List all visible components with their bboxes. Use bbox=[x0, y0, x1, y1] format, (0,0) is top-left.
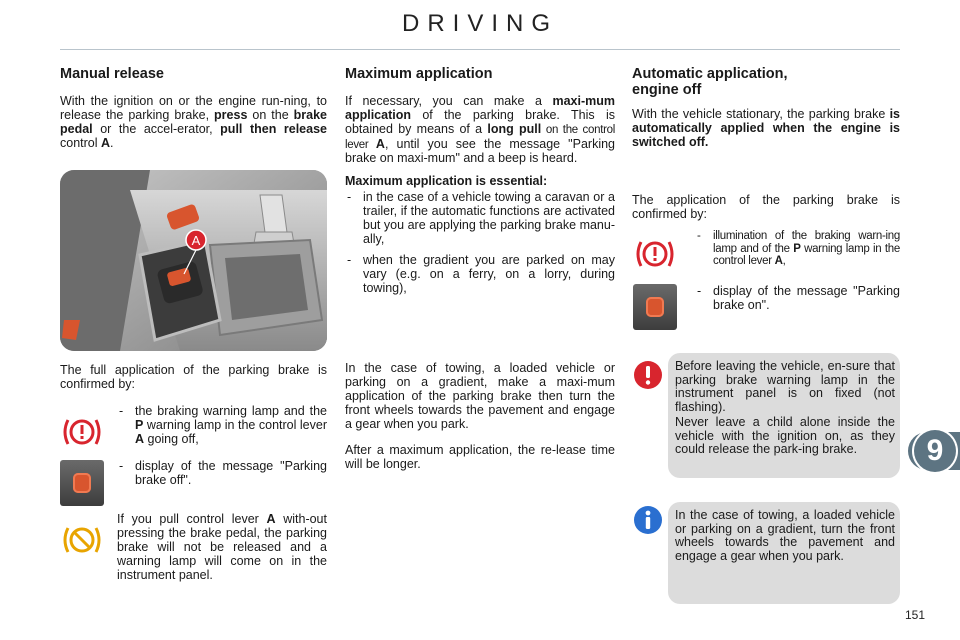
manual-release-intro: With the ignition on or the engine run-ning, to release the parking brake, press on the brake pedal or the accel-erator, pull then release control A. bbox=[60, 94, 327, 150]
maximum-application-bullets bbox=[345, 190, 615, 302]
list-item: - in the case of a vehicle towing a caravan or a trailer, if the automatic functions are activated but you are applying the parking brake manu-ally, bbox=[345, 190, 615, 246]
warning-callout-p2: Never leave a child alone inside the vehicle with the ignition on, as they could release the park-ing brake. bbox=[675, 415, 895, 456]
manual-release-note: If you pull control lever A with-out pressing the brake pedal, the parking brake will not be released and a warning lamp will come on in the instrument panel. bbox=[117, 512, 327, 582]
info-callout-box bbox=[668, 502, 900, 604]
header-rule bbox=[60, 49, 900, 50]
parking-brake-switch-icon bbox=[633, 284, 677, 330]
release-time-text: After a maximum application, the re-lease time will be longer. bbox=[345, 443, 615, 471]
warning-exclamation-icon bbox=[633, 360, 663, 390]
maximum-essential-heading: Maximum application is essential: bbox=[345, 174, 548, 188]
info-icon bbox=[633, 505, 663, 535]
list-item: - the braking warning lamp and the P warning lamp in the control lever A going off, bbox=[117, 404, 327, 446]
warning-callout-box bbox=[668, 353, 900, 478]
control-a-marker: A bbox=[191, 233, 201, 248]
console-illustration bbox=[60, 170, 327, 351]
parking-brake-switch-icon bbox=[60, 460, 104, 506]
brake-fault-amber-icon bbox=[60, 518, 104, 562]
list-item: - when the gradient you are parked on may vary (e.g. on a ferry, on a lorry, during towing), bbox=[345, 253, 615, 295]
heading-maximum-application: Maximum application bbox=[345, 66, 493, 82]
automatic-confirmed-text: The application of the parking brake is confirmed by: bbox=[632, 193, 900, 221]
parking-brake-lever-photo bbox=[60, 170, 327, 351]
page-number: 151 bbox=[905, 608, 926, 622]
heading-automatic-application: Automatic application, engine off bbox=[632, 66, 788, 98]
warning-callout-p1: Before leaving the vehicle, en-sure that parking brake warning lamp in the instrument panel is on fixed (not flashing). bbox=[675, 359, 895, 414]
heading-manual-release: Manual release bbox=[60, 66, 164, 82]
automatic-bullets-2 bbox=[695, 284, 900, 319]
list-item: - display of the message "Parking brake off". bbox=[117, 459, 327, 487]
page-header: DRIVING bbox=[401, 10, 558, 37]
automatic-bullets-1 bbox=[695, 230, 900, 275]
towing-text: In the case of towing, a loaded vehicle or parking on a gradient, make a maxi-mum application of the parking brake then turn the front wheels towards the pavement and engage a gear when you park. bbox=[345, 361, 615, 431]
manual-release-bullets-2 bbox=[117, 459, 327, 494]
info-callout-text: In the case of towing, a loaded vehicle or parking on a gradient, turn the front wheels towards the pavement and engage a gear when you park. bbox=[675, 508, 895, 563]
chapter-number: 9 bbox=[914, 430, 956, 472]
list-item: - display of the message "Parking brake on". bbox=[695, 284, 900, 312]
maximum-application-intro: If necessary, you can make a maxi-mum application of the parking brake. This is obtained by means of a long pull on the control lever A, until you see the message "Parking brake on maxi-mum" and a beep is heard. bbox=[345, 94, 615, 165]
manual-release-bullets-1 bbox=[117, 404, 327, 453]
automatic-application-intro: With the vehicle stationary, the parking brake is automatically applied when the engine is switched off. bbox=[632, 107, 900, 149]
brake-warning-icon bbox=[633, 232, 677, 276]
brake-warning-icon bbox=[60, 410, 104, 454]
list-item: - illumination of the braking warn-ing lamp and of the P warning lamp in the control lever A, bbox=[695, 230, 900, 268]
full-application-text: The full application of the parking brake is confirmed by: bbox=[60, 363, 327, 391]
